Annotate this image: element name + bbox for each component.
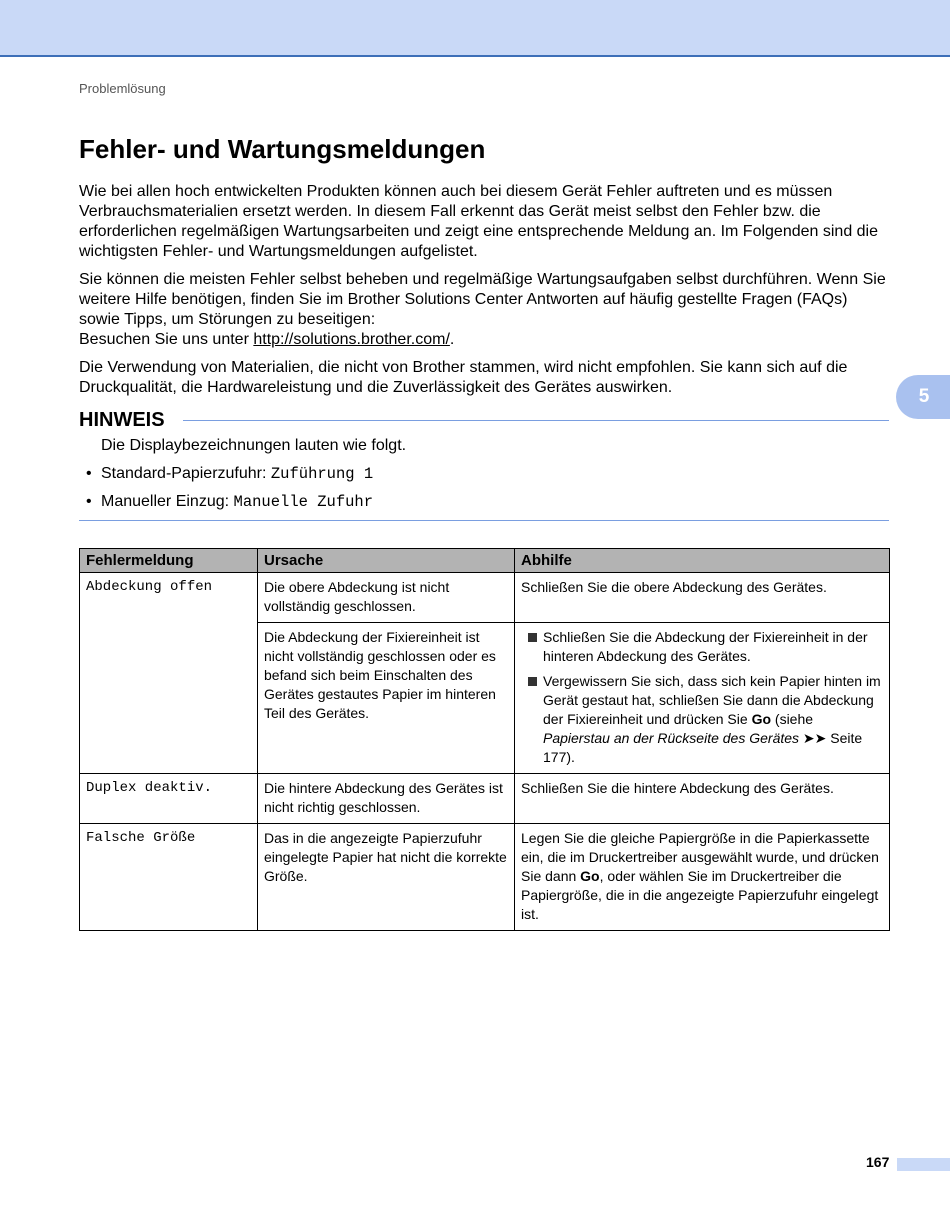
page-reference: Seite 177). (543, 730, 863, 765)
cause-cell: Die hintere Abdeckung des Gerätes ist nicht richtig geschlossen. (258, 774, 515, 824)
bullet-icon: • (86, 493, 92, 510)
table-row (80, 573, 890, 623)
note-divider (183, 420, 889, 421)
remedy-cell (515, 824, 890, 931)
page-content (79, 134, 889, 931)
help-text: Sie können die meisten Fehler selbst beheben und regelmäßige Wartungsaufgaben selbst durchführen. Wenn Sie weitere Hilfe benötigen, finden Sie im Brother Solutions Center Antworten auf häufig gestellte Fragen (FAQs) sowie Tipps, um Störungen zu beseitigen: (79, 271, 886, 328)
see-prefix: (siehe (771, 711, 814, 727)
top-header-band (0, 0, 950, 57)
remedy-step-text: Schließen Sie die Abdeckung der Fixiereinheit in der hinteren Abdeckung des Gerätes. (543, 629, 868, 664)
note-item (86, 464, 889, 484)
table-header-row (80, 549, 890, 573)
cause-cell: Das in die angezeigte Papierzufuhr eingelegte Papier hat nicht die korrekte Größe. (258, 824, 515, 931)
error-message-cell: Falsche Größe (80, 824, 258, 931)
note-title: HINWEIS (79, 409, 165, 431)
square-bullet-icon (528, 633, 537, 642)
remedy-text: , oder wählen Sie im Druckertreiber die Papiergröße, die in die angezeigte Papierzufuhr eingelegt ist. (521, 868, 879, 922)
column-header: Abhilfe (515, 549, 890, 573)
error-message-table (79, 548, 890, 931)
list-item (521, 672, 883, 767)
solutions-center-link[interactable]: http://solutions.brother.com/ (253, 331, 450, 348)
note-header (79, 409, 889, 432)
note-item-label: Manueller Einzug: (101, 493, 234, 510)
page-title: Fehler- und Wartungsmeldungen (79, 134, 486, 164)
remedy-cell (515, 623, 890, 774)
table-row (80, 774, 890, 824)
list-item (521, 628, 883, 666)
help-paragraph (79, 270, 889, 350)
note-body (79, 436, 889, 512)
intro-paragraph: Wie bei allen hoch entwickelten Produkten können auch bei diesem Gerät Fehler auftreten und es müssen Verbrauchsmaterialien ersetzt werden. In diesem Fall erkennt das Gerät meist selbst den Fehler bzw. die erforderlichen regelmäßigen Wartungsarbeiten und zeigt eine entsprechende Meldung an. Im Folgenden sind die wichtigsten Fehler- und Wartungsmeldungen aufgelistet. (79, 183, 879, 260)
running-header: Problemlösung (79, 81, 166, 96)
square-bullet-icon (528, 677, 537, 686)
bullet-icon: • (86, 465, 92, 482)
table-row (80, 824, 890, 931)
cross-reference: Papierstau an der Rückseite des Gerätes (543, 730, 800, 746)
go-key-label: Go (580, 868, 600, 884)
remedy-list (521, 628, 883, 767)
note-item (86, 492, 889, 512)
visit-suffix: . (449, 331, 455, 348)
note-item-value: Zuführung 1 (270, 465, 374, 483)
page-number: 167 (866, 1154, 890, 1170)
visit-prefix: Besuchen Sie uns unter (79, 331, 254, 348)
cause-cell: Die obere Abdeckung ist nicht vollständig geschlossen. (258, 573, 515, 623)
column-header: Ursache (258, 549, 515, 573)
remedy-text: Legen Sie die gleiche Papiergröße in die Papierkassette ein, die im Druckertreiber ausgewählt wurde, und drücken Sie dann (521, 830, 879, 884)
error-message-cell: Abdeckung offen (80, 573, 258, 774)
go-key-label: Go (751, 711, 772, 727)
double-arrow-icon: ➤➤ (799, 730, 831, 746)
note-item-value: Manuelle Zufuhr (233, 493, 374, 511)
remedy-step-text: Vergewissern Sie sich, dass sich kein Papier hinten im Gerät gestaut hat, schließen Sie dann die Abdeckung der Fixiereinheit und drücken Sie (543, 673, 881, 727)
materials-paragraph: Die Verwendung von Materialien, die nicht von Brother stammen, wird nicht empfohlen. Sie kann sich auf die Druckqualität, die Hardwareleistung und die Zuverlässigkeit des Gerätes auswirken. (79, 359, 848, 396)
remedy-cell: Schließen Sie die hintere Abdeckung des Gerätes. (515, 774, 890, 824)
page-number-bar (897, 1158, 950, 1171)
error-message-cell: Duplex deaktiv. (80, 774, 258, 824)
column-header: Fehlermeldung (80, 549, 258, 573)
note-item-label: Standard-Papierzufuhr: (101, 465, 271, 482)
cause-cell: Die Abdeckung der Fixiereinheit ist nicht vollständig geschlossen oder es befand sich beim Einschalten des Gerätes gestautes Papier im hinteren Teil des Gerätes. (258, 623, 515, 774)
note-end-divider (79, 520, 889, 521)
chapter-tab: 5 (896, 375, 950, 419)
note-intro: Die Displaybezeichnungen lauten wie folgt. (101, 437, 407, 454)
remedy-cell: Schließen Sie die obere Abdeckung des Gerätes. (515, 573, 890, 623)
